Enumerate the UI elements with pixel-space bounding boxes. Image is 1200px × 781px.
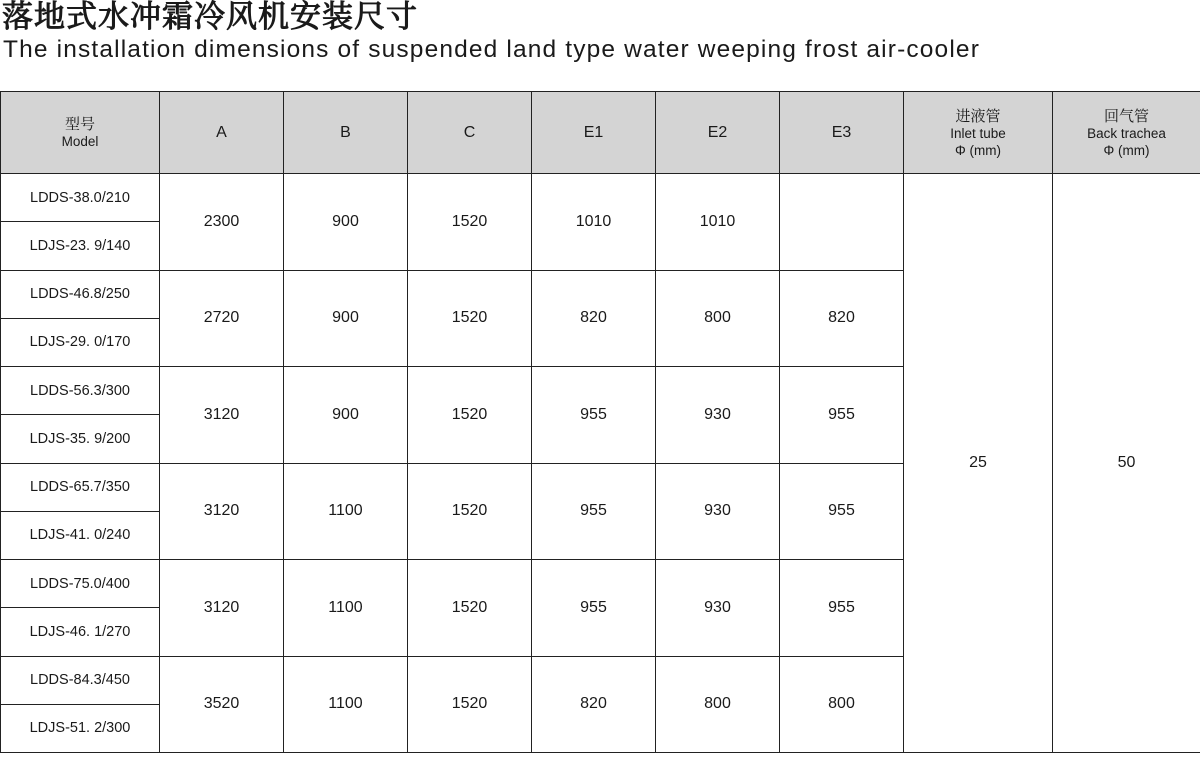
cell-a: 3520 bbox=[160, 656, 284, 753]
cell-a: 2300 bbox=[160, 174, 284, 271]
cell-b: 1100 bbox=[284, 463, 408, 560]
cell-b: 1100 bbox=[284, 560, 408, 657]
cell-e2: 800 bbox=[656, 656, 780, 753]
page-title-chinese: 落地式水冲霜冷风机安装尺寸 bbox=[2, 0, 418, 35]
cell-c: 1520 bbox=[408, 560, 532, 657]
cell-c: 1520 bbox=[408, 463, 532, 560]
model-cell: LDJS-41. 0/240 bbox=[1, 511, 160, 559]
table-row bbox=[1, 174, 1200, 222]
cell-a: 3120 bbox=[160, 560, 284, 657]
model-cell: LDDS-65.7/350 bbox=[1, 463, 160, 511]
cell-a: 3120 bbox=[160, 463, 284, 560]
header-back-cn: 回气管 bbox=[1103, 106, 1149, 125]
header-inlet-tube bbox=[904, 92, 1053, 174]
cell-e1: 820 bbox=[532, 656, 656, 753]
page-title-english: The installation dimensions of suspended land type water weeping frost air-cooler bbox=[3, 36, 981, 63]
header-e3: E3 bbox=[780, 92, 904, 174]
header-back-en: Back trachea bbox=[1087, 125, 1166, 141]
cell-b: 900 bbox=[284, 367, 408, 464]
header-back-trachea bbox=[1053, 92, 1200, 174]
header-model bbox=[1, 92, 160, 174]
cell-e2: 1010 bbox=[656, 174, 780, 271]
cell-e3: 955 bbox=[780, 560, 904, 657]
cell-e2: 800 bbox=[656, 270, 780, 367]
cell-c: 1520 bbox=[408, 270, 532, 367]
cell-e2: 930 bbox=[656, 367, 780, 464]
cell-a: 3120 bbox=[160, 367, 284, 464]
model-cell: LDDS-84.3/450 bbox=[1, 656, 160, 704]
header-back-unit: Φ (mm) bbox=[1103, 142, 1150, 158]
header-model-cn: 型号 bbox=[64, 115, 95, 133]
table-header-row bbox=[1, 92, 1200, 174]
cell-e3 bbox=[780, 174, 904, 271]
header-inlet-cn: 进液管 bbox=[955, 106, 1001, 125]
cell-e1: 955 bbox=[532, 560, 656, 657]
header-e1: E1 bbox=[532, 92, 656, 174]
model-cell: LDDS-46.8/250 bbox=[1, 270, 160, 318]
cell-back-trachea: 50 bbox=[1053, 174, 1200, 753]
dimensions-table bbox=[0, 91, 1200, 753]
cell-e1: 955 bbox=[532, 463, 656, 560]
model-cell: LDJS-35. 9/200 bbox=[1, 415, 160, 463]
model-cell: LDDS-75.0/400 bbox=[1, 560, 160, 608]
header-model-en: Model bbox=[61, 134, 99, 149]
model-cell: LDJS-29. 0/170 bbox=[1, 318, 160, 366]
header-inlet-en: Inlet tube bbox=[950, 125, 1006, 141]
cell-e3: 955 bbox=[780, 463, 904, 560]
header-b: B bbox=[284, 92, 408, 174]
cell-e3: 820 bbox=[780, 270, 904, 367]
cell-b: 1100 bbox=[284, 656, 408, 753]
cell-a: 2720 bbox=[160, 270, 284, 367]
header-c: C bbox=[408, 92, 532, 174]
cell-e2: 930 bbox=[656, 463, 780, 560]
header-inlet-unit: Φ (mm) bbox=[954, 142, 1001, 158]
cell-c: 1520 bbox=[408, 656, 532, 753]
cell-c: 1520 bbox=[408, 174, 532, 271]
cell-c: 1520 bbox=[408, 367, 532, 464]
header-e2: E2 bbox=[656, 92, 780, 174]
cell-e1: 955 bbox=[532, 367, 656, 464]
cell-e2: 930 bbox=[656, 560, 780, 657]
cell-e1: 1010 bbox=[532, 174, 656, 271]
cell-e3: 955 bbox=[780, 367, 904, 464]
model-cell: LDDS-56.3/300 bbox=[1, 367, 160, 415]
header-a: A bbox=[160, 92, 284, 174]
model-cell: LDJS-23. 9/140 bbox=[1, 222, 160, 270]
cell-b: 900 bbox=[284, 174, 408, 271]
cell-e3: 800 bbox=[780, 656, 904, 753]
model-cell: LDJS-46. 1/270 bbox=[1, 608, 160, 656]
model-cell: LDJS-51. 2/300 bbox=[1, 704, 160, 752]
model-cell: LDDS-38.0/210 bbox=[1, 174, 160, 222]
cell-inlet-tube: 25 bbox=[904, 174, 1053, 753]
cell-e1: 820 bbox=[532, 270, 656, 367]
cell-b: 900 bbox=[284, 270, 408, 367]
